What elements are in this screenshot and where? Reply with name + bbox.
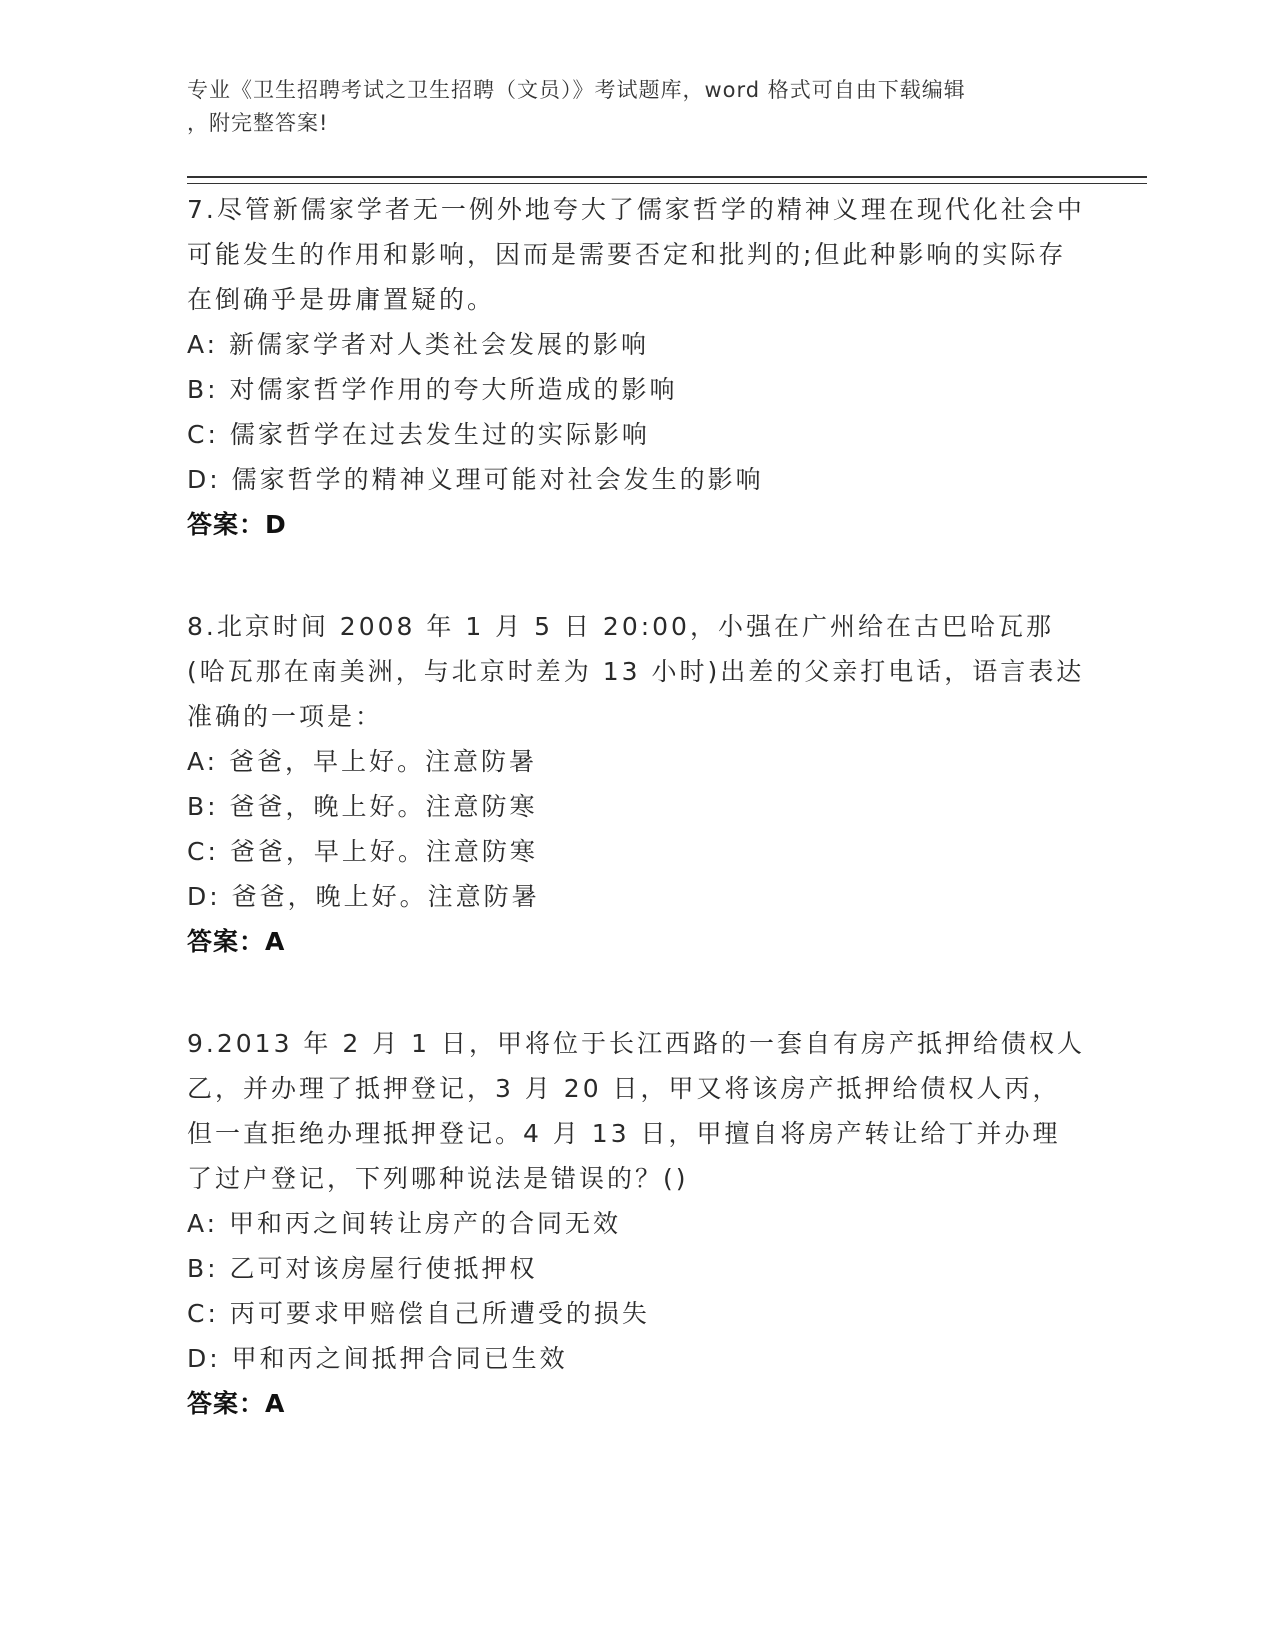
answer-label: 答案：A: [187, 927, 286, 956]
answer-label: 答案：A: [187, 1389, 286, 1418]
answer-label: 答案：D: [187, 510, 287, 539]
option-d: D: 甲和丙之间抵押合同已生效: [187, 1344, 568, 1373]
option-d: D: 儒家哲学的精神义理可能对社会发生的影响: [187, 465, 764, 494]
option-a: A: 爸爸，早上好。注意防暑: [187, 747, 538, 776]
question-7: [187, 187, 1087, 547]
document-header: [187, 74, 1067, 140]
option-b: B: 乙可对该房屋行使抵押权: [187, 1254, 538, 1283]
question-9: [187, 1021, 1087, 1426]
option-a: A: 甲和丙之间转让房产的合同无效: [187, 1209, 622, 1238]
option-b: B: 爸爸，晚上好。注意防寒: [187, 792, 538, 821]
header-line-2: ，附完整答案!: [187, 111, 329, 135]
header-divider-thick: [187, 176, 1147, 178]
option-c: C: 爸爸，早上好。注意防寒: [187, 837, 538, 866]
header-line-1: 专业《卫生招聘考试之卫生招聘（文员）》考试题库，word 格式可自由下载编辑: [187, 78, 966, 102]
question-list: [187, 187, 1087, 1483]
option-c: C: 丙可要求甲赔偿自己所遭受的损失: [187, 1299, 650, 1328]
header-divider-thin: [187, 183, 1147, 184]
question-stem: 8.北京时间 2008 年 1 月 5 日 20:00，小强在广州给在古巴哈瓦那(哈瓦那在南美洲，与北京时差为 13 小时)出差的父亲打电话，语言表达准确的一项是：: [187, 612, 1085, 731]
question-stem: 7.尽管新儒家学者无一例外地夸大了儒家哲学的精神义理在现代化社会中可能发生的作用和影响，因而是需要否定和批判的;但此种影响的实际存在倒确乎是毋庸置疑的。: [187, 195, 1085, 314]
option-b: B: 对儒家哲学作用的夸大所造成的影响: [187, 375, 678, 404]
option-c: C: 儒家哲学在过去发生过的实际影响: [187, 420, 650, 449]
option-a: A: 新儒家学者对人类社会发展的影响: [187, 330, 650, 359]
question-stem: 9.2013 年 2 月 1 日，甲将位于长江西路的一套自有房产抵押给债权人乙，并办理了抵押登记，3 月 20 日，甲又将该房产抵押给债权人丙，但一直拒绝办理抵押登记。4 月 13 日，甲擅自将房产转让给丁并办理了过户登记，下列哪种说法是错误的？(): [187, 1029, 1086, 1193]
question-8: [187, 604, 1087, 964]
option-d: D: 爸爸，晚上好。注意防暑: [187, 882, 540, 911]
